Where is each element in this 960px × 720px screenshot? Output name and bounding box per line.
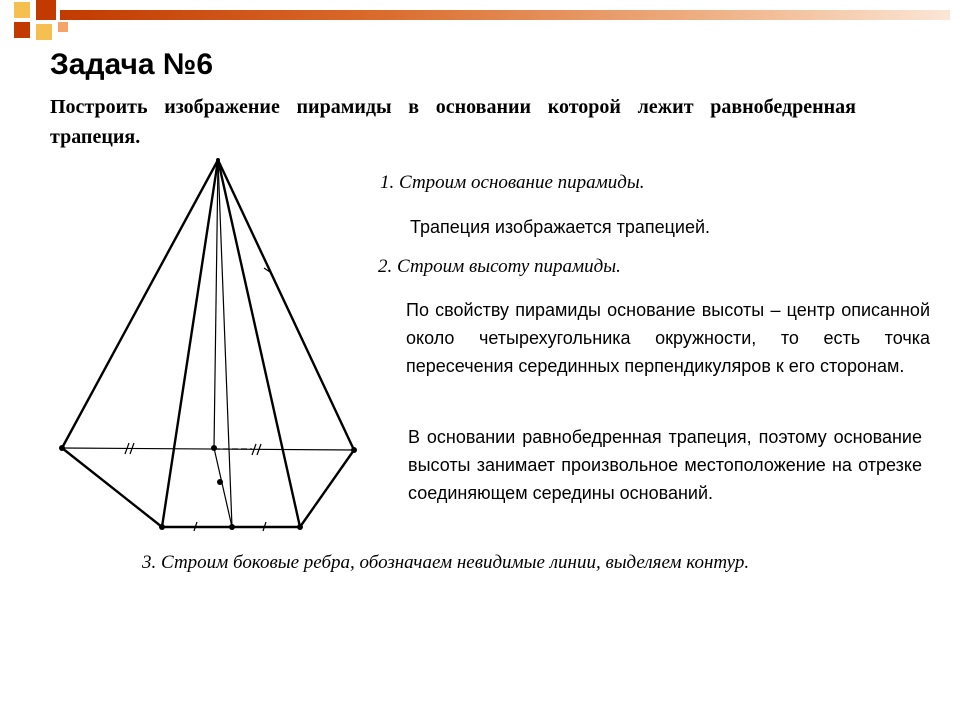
vertex-bottom-left: [159, 524, 165, 530]
lateral-edge-front-left: [162, 160, 218, 527]
base-side-left: [62, 448, 162, 527]
midpoint-back: [211, 445, 217, 451]
midpoint-front: [229, 524, 235, 530]
base-side-back: [62, 448, 354, 450]
vertex-bottom-right: [297, 524, 303, 530]
lateral-edge-left: [62, 160, 218, 448]
vertex-left: [59, 445, 65, 451]
step2-text2: В основании равнобедренная трапеция, поэтому основание высоты занимает произвольное местоположение на отрезке соединяющем середины оснований.: [408, 427, 922, 503]
step2-text1: По свойству пирамиды основание высоты – центр описанной около четырехугольника окружности, то есть точка пересечения серединных перпендикуляров к его сторонам.: [406, 300, 930, 376]
pyramid-height: [214, 160, 218, 448]
step2-heading: 2. Строим высоту пирамиды.: [378, 256, 621, 277]
base-side-right: [300, 450, 354, 527]
lateral-edge-right: [218, 160, 354, 450]
step1-heading: 1. Строим основание пирамиды.: [380, 172, 645, 193]
vertex-right: [351, 447, 357, 453]
task-statement: Построить изображение пирамиды в основании которой лежит равнобедренная трапеция.: [50, 96, 856, 148]
height-foot: [217, 479, 223, 485]
step3-text: 3. Строим боковые ребра, обозначаем невидимые линии, выделяем контур.: [142, 552, 750, 573]
step1-text: Трапеция изображается трапецией.: [410, 217, 711, 237]
page-title: Задача №6: [50, 48, 214, 81]
apex: [216, 158, 220, 162]
